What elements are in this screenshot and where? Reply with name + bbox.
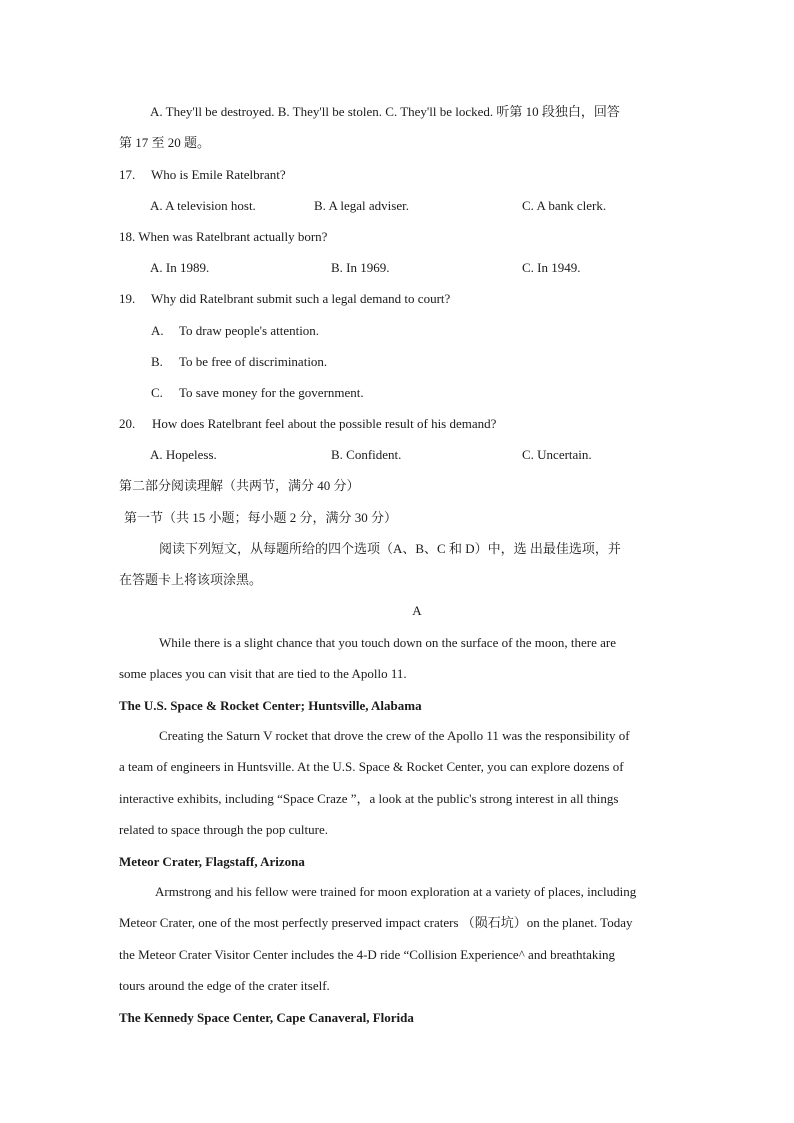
paragraph-2-line-4: tours around the edge of the crater itself. [119, 978, 330, 993]
q20-number: 20. [119, 416, 136, 431]
paragraph-1-line-2: a team of engineers in Huntsville. At the U.S. Space & Rocket Center, you can explore dozens of [119, 759, 624, 774]
q19-number: 19. [119, 291, 136, 306]
reading-instruction-cont: 在答题卡上将该项涂黑。 [119, 572, 263, 587]
heading-meteor-crater: Meteor Crater, Flagstaff, Arizona [119, 854, 305, 869]
q19-option-a: To draw people's attention. [179, 323, 320, 338]
heading-kennedy-space-center: The Kennedy Space Center, Cape Canaveral, Florida [119, 1010, 414, 1025]
q18-option-c: C. In 1949. [522, 260, 581, 275]
passage-intro-cont: some places you can visit that are tied to the Apollo 11. [119, 666, 407, 681]
q20-option-c: C. Uncertain. [522, 447, 592, 462]
paragraph-2-line-1: Armstrong and his fellow were trained for moon exploration at a variety of places, including [155, 884, 637, 899]
passage-intro: While there is a slight chance that you touch down on the surface of the moon, there are [159, 635, 617, 650]
q20-option-a: A. Hopeless. [150, 447, 217, 462]
q19-text: Why did Ratelbrant submit such a legal demand to court? [151, 291, 451, 306]
paragraph-1-line-1: Creating the Saturn V rocket that drove the crew of the Apollo 11 was the responsibility of [159, 728, 630, 743]
passage-label: A [412, 603, 422, 618]
q17-number: 17. [119, 167, 136, 182]
paragraph-1-line-3: interactive exhibits, including “Space Craze ”，a look at the public's strong interest in all things [119, 791, 619, 806]
q18-option-a: A. In 1989. [150, 260, 210, 275]
part-2-title: 第二部分阅读理解（共两节，满分 40 分） [119, 478, 360, 493]
q20-option-b: B. Confident. [331, 447, 402, 462]
q17-text: Who is Emile Ratelbrant? [151, 167, 286, 182]
reading-instruction: 阅读下列短文，从每题所给的四个选项（A、B、C 和 D）中，选 出最佳选项，并 [159, 541, 621, 556]
q19-option-a-letter: A. [151, 323, 164, 338]
q19-option-c: To save money for the government. [179, 385, 364, 400]
q17-option-b: B. A legal adviser. [314, 198, 409, 213]
q19-option-b-letter: B. [151, 354, 163, 369]
q19-option-c-letter: C. [151, 385, 163, 400]
paragraph-1-line-4: related to space through the pop culture. [119, 822, 329, 837]
q17-option-c: C. A bank clerk. [522, 198, 607, 213]
heading-space-rocket-center: The U.S. Space & Rocket Center; Huntsville, Alabama [119, 698, 422, 713]
q19-option-b: To be free of discrimination. [179, 354, 328, 369]
q18-option-b: B. In 1969. [331, 260, 390, 275]
q18-text: 18. When was Ratelbrant actually born? [119, 229, 328, 244]
q17-20-instruction: 第 17 至 20 题。 [119, 135, 211, 150]
paragraph-2-line-3: the Meteor Crater Visitor Center includes the 4-D ride “Collision Experience^ and breathtaking [119, 947, 616, 962]
section-1-title: 第一节（共 15 小题；每小题 2 分，满分 30 分） [124, 510, 398, 525]
q20-text: How does Ratelbrant feel about the possible result of his demand? [152, 416, 497, 431]
q16-options-line: A. They'll be destroyed. B. They'll be stolen. C. They'll be locked. 听第 10 段独白，回答 [150, 104, 620, 119]
paragraph-2-line-2: Meteor Crater, one of the most perfectly preserved impact craters （陨石坑）on the planet. Today [119, 915, 633, 930]
q17-option-a: A. A television host. [150, 198, 256, 213]
